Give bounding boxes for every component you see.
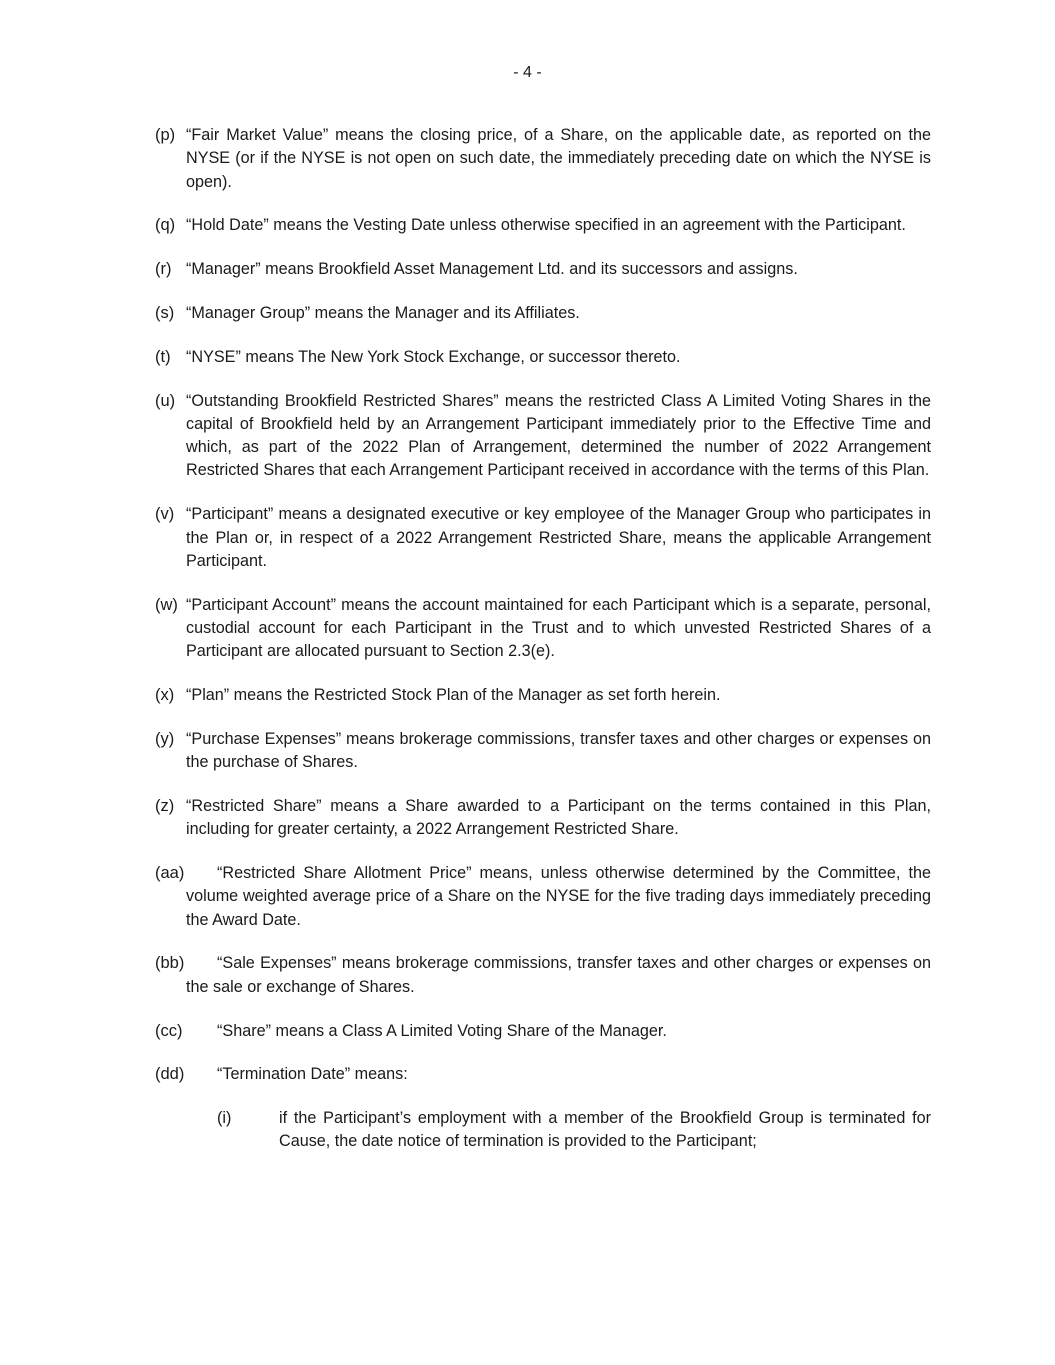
- definition-text: “Termination Date” means:: [217, 1065, 408, 1084]
- definition-item: [155, 214, 931, 237]
- definition-item: [155, 302, 931, 325]
- definition-item: [155, 795, 931, 842]
- definition-text: “Participant Account” means the account maintained for each Participant which is a separate, personal, custodial account for each Participant in the Trust and to which unvested Restricted Shares of a Participant are allocated pursuant to Section 2.3(e).: [186, 595, 931, 661]
- definition-label: (q): [155, 216, 176, 235]
- definition-item: [155, 594, 931, 664]
- definition-item: [155, 728, 931, 775]
- definition-label: (y): [155, 729, 175, 748]
- sub-item-label: (i): [217, 1109, 232, 1128]
- definition-text: “Outstanding Brookfield Restricted Shares” means the restricted Class A Limited Voting Shares in the capital of Brookfield held by an Arrangement Participant immediately prior to the Effective Time and which, as part of the 2022 Plan of Arrangement, determined the number of 2022 Arrangement Restricted Shares that each Arrangement Participant received in accordance with the terms of this Plan.: [186, 391, 931, 480]
- definition-label: (w): [155, 595, 178, 614]
- sub-item-text: if the Participant’s employment with a member of the Brookfield Group is terminated for Cause, the date notice of termination is provided to the Participant;: [279, 1109, 931, 1151]
- definition-text: “Share” means a Class A Limited Voting Share of the Manager.: [217, 1021, 667, 1040]
- definition-item: [155, 1020, 931, 1043]
- definition-item: [155, 346, 931, 369]
- definition-item: [155, 503, 931, 573]
- definition-label: (dd): [155, 1065, 185, 1084]
- definition-label: (t): [155, 347, 171, 366]
- definition-text: “Plan” means the Restricted Stock Plan of the Manager as set forth herein.: [186, 686, 721, 705]
- definition-label: (v): [155, 505, 175, 524]
- definition-label: (s): [155, 303, 175, 322]
- definition-text: “Restricted Share Allotment Price” means, unless otherwise determined by the Committee, the volume weighted average price of a Share on the NYSE for the five trading days immediately preceding the Award Date.: [186, 864, 931, 929]
- definition-text: “Hold Date” means the Vesting Date unless otherwise specified in an agreement with the Participant.: [186, 216, 906, 235]
- definition-text: “NYSE” means The New York Stock Exchange, or successor thereto.: [186, 347, 681, 366]
- definition-label: (aa): [155, 864, 185, 883]
- definitions-list: [155, 124, 931, 1154]
- definition-label: (x): [155, 686, 175, 705]
- definition-label: (bb): [155, 954, 185, 973]
- definition-text: “Participant” means a designated executive or key employee of the Manager Group who participates in the Plan or, in respect of a 2022 Arrangement Restricted Share, means the applicable Arrangement Participant.: [186, 505, 931, 570]
- definition-text: “Restricted Share” means a Share awarded to a Participant on the terms contained in this Plan, including for greater certainty, a 2022 Arrangement Restricted Share.: [186, 796, 931, 839]
- definition-text: “Sale Expenses” means brokerage commissions, transfer taxes and other charges or expenses on the sale or exchange of Shares.: [186, 954, 931, 996]
- definition-label: (cc): [155, 1021, 183, 1040]
- definition-item: [155, 1063, 931, 1086]
- definition-text: “Purchase Expenses” means brokerage commissions, transfer taxes and other charges or expenses on the purchase of Shares.: [186, 729, 931, 772]
- definition-text: “Manager” means Brookfield Asset Management Ltd. and its successors and assigns.: [186, 260, 798, 279]
- definition-item: [155, 684, 931, 707]
- definition-item: [155, 952, 931, 999]
- definition-text: “Manager Group” means the Manager and its Affiliates.: [186, 303, 580, 322]
- definition-label: (z): [155, 796, 175, 815]
- definition-text: “Fair Market Value” means the closing price, of a Share, on the applicable date, as reported on the NYSE (or if the NYSE is not open on such date, the immediately preceding date on which the NYSE is open).: [186, 126, 931, 191]
- definition-label: (u): [155, 391, 176, 410]
- definition-item: [155, 390, 931, 483]
- definition-label: (r): [155, 260, 172, 279]
- definition-label: (p): [155, 126, 176, 144]
- definition-item: [155, 124, 931, 194]
- definition-item: [155, 258, 931, 281]
- page-number: - 4 -: [513, 64, 542, 81]
- definition-item: [155, 862, 931, 932]
- sub-item: [217, 1107, 931, 1154]
